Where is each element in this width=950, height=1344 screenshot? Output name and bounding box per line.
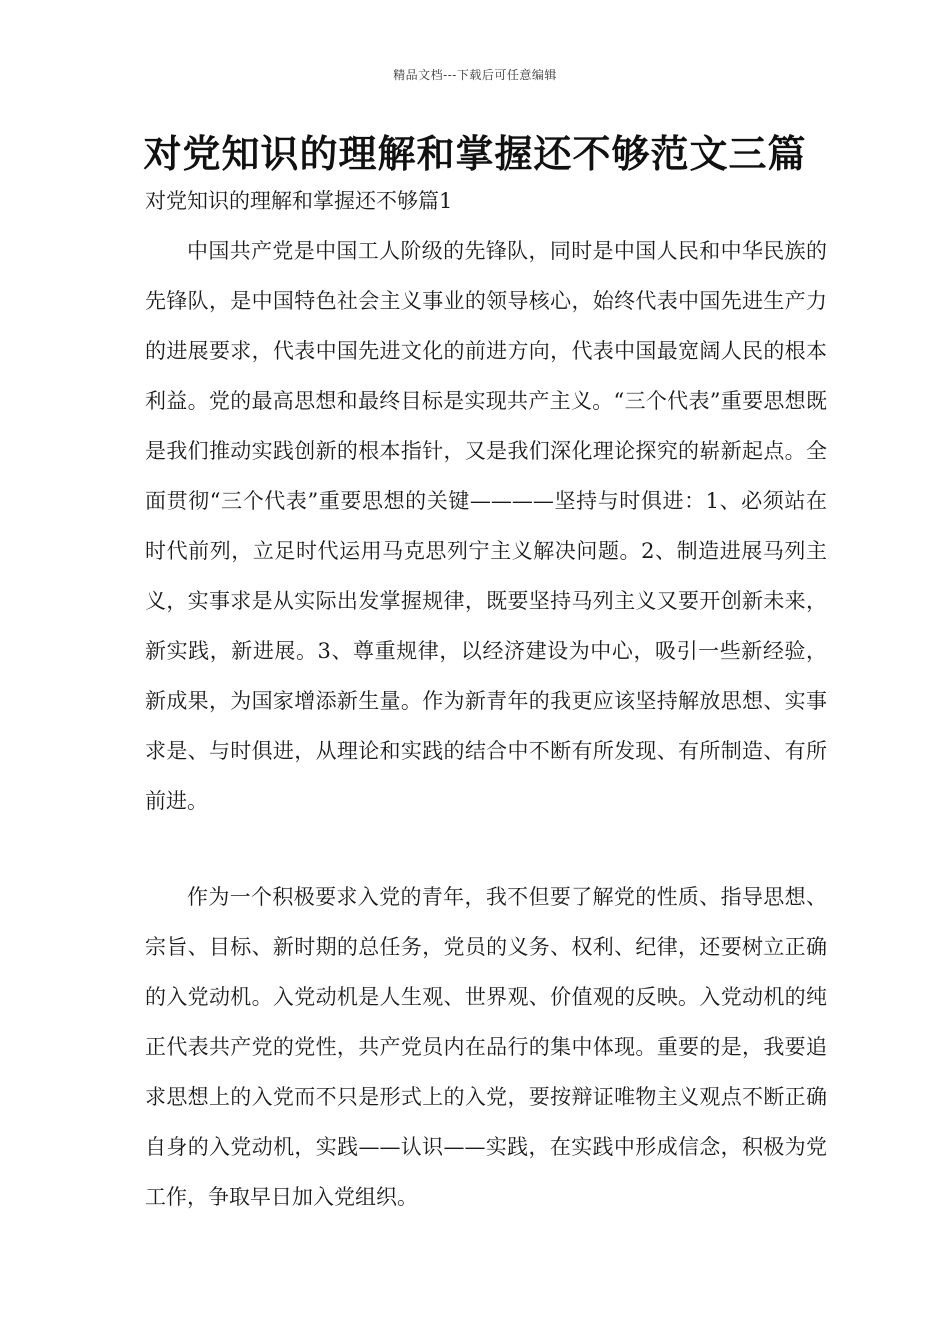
- document-title: 对党知识的理解和掌握还不够范文三篇: [143, 132, 807, 176]
- section-heading: 对党知识的理解和掌握还不够篇1: [145, 189, 453, 213]
- header-note: 精品文档---下载后可任意编辑: [393, 68, 557, 82]
- paragraph-2: 作为一个积极要求入党的青年，我不但要了解党的性质、指导思想、宗旨、目标、新时期的总任务，党员的义务、权利、纪律，还要树立正确的入党动机。入党动机是人生观、世界观、价值观的反映。入党动机的纯正代表共产党的党性，共产党员内在品行的集中体现。重要的是，我要追求思想上的入党而不只是形式上的入党，要按辩证唯物主义观点不断正确自身的入党动机，实践——认识——实践，在实践中形成信念，积极为党工作，争取早日加入党组织。: [145, 885, 827, 1209]
- paragraph-1: 中国共产党是中国工人阶级的先锋队，同时是中国人民和中华民族的先锋队，是中国特色社会主义事业的领导核心，始终代表中国先进生产力的进展要求，代表中国先进文化的前进方向，代表中国最宽阔人民的根本利益。党的最高思想和最终目标是实现共产主义。“三个代表”重要思想既是我们推动实践创新的根本指针，又是我们深化理论探究的崭新起点。全面贯彻“三个代表”重要思想的关键————坚持与时俱进：1、必须站在时代前列，立足时代运用马克思列宁主义解决问题。2、制造进展马列主义，实事求是从实际出发掌握规律，既要坚持马列主义又要开创新未来，新实践，新进展。3、尊重规律，以经济建设为中心，吸引一些新经验，新成果，为国家增添新生量。作为新青年的我更应该坚持解放思想、实事求是、与时俱进，从理论和实践的结合中不断有所发现、有所制造、有所前进。: [145, 239, 827, 813]
